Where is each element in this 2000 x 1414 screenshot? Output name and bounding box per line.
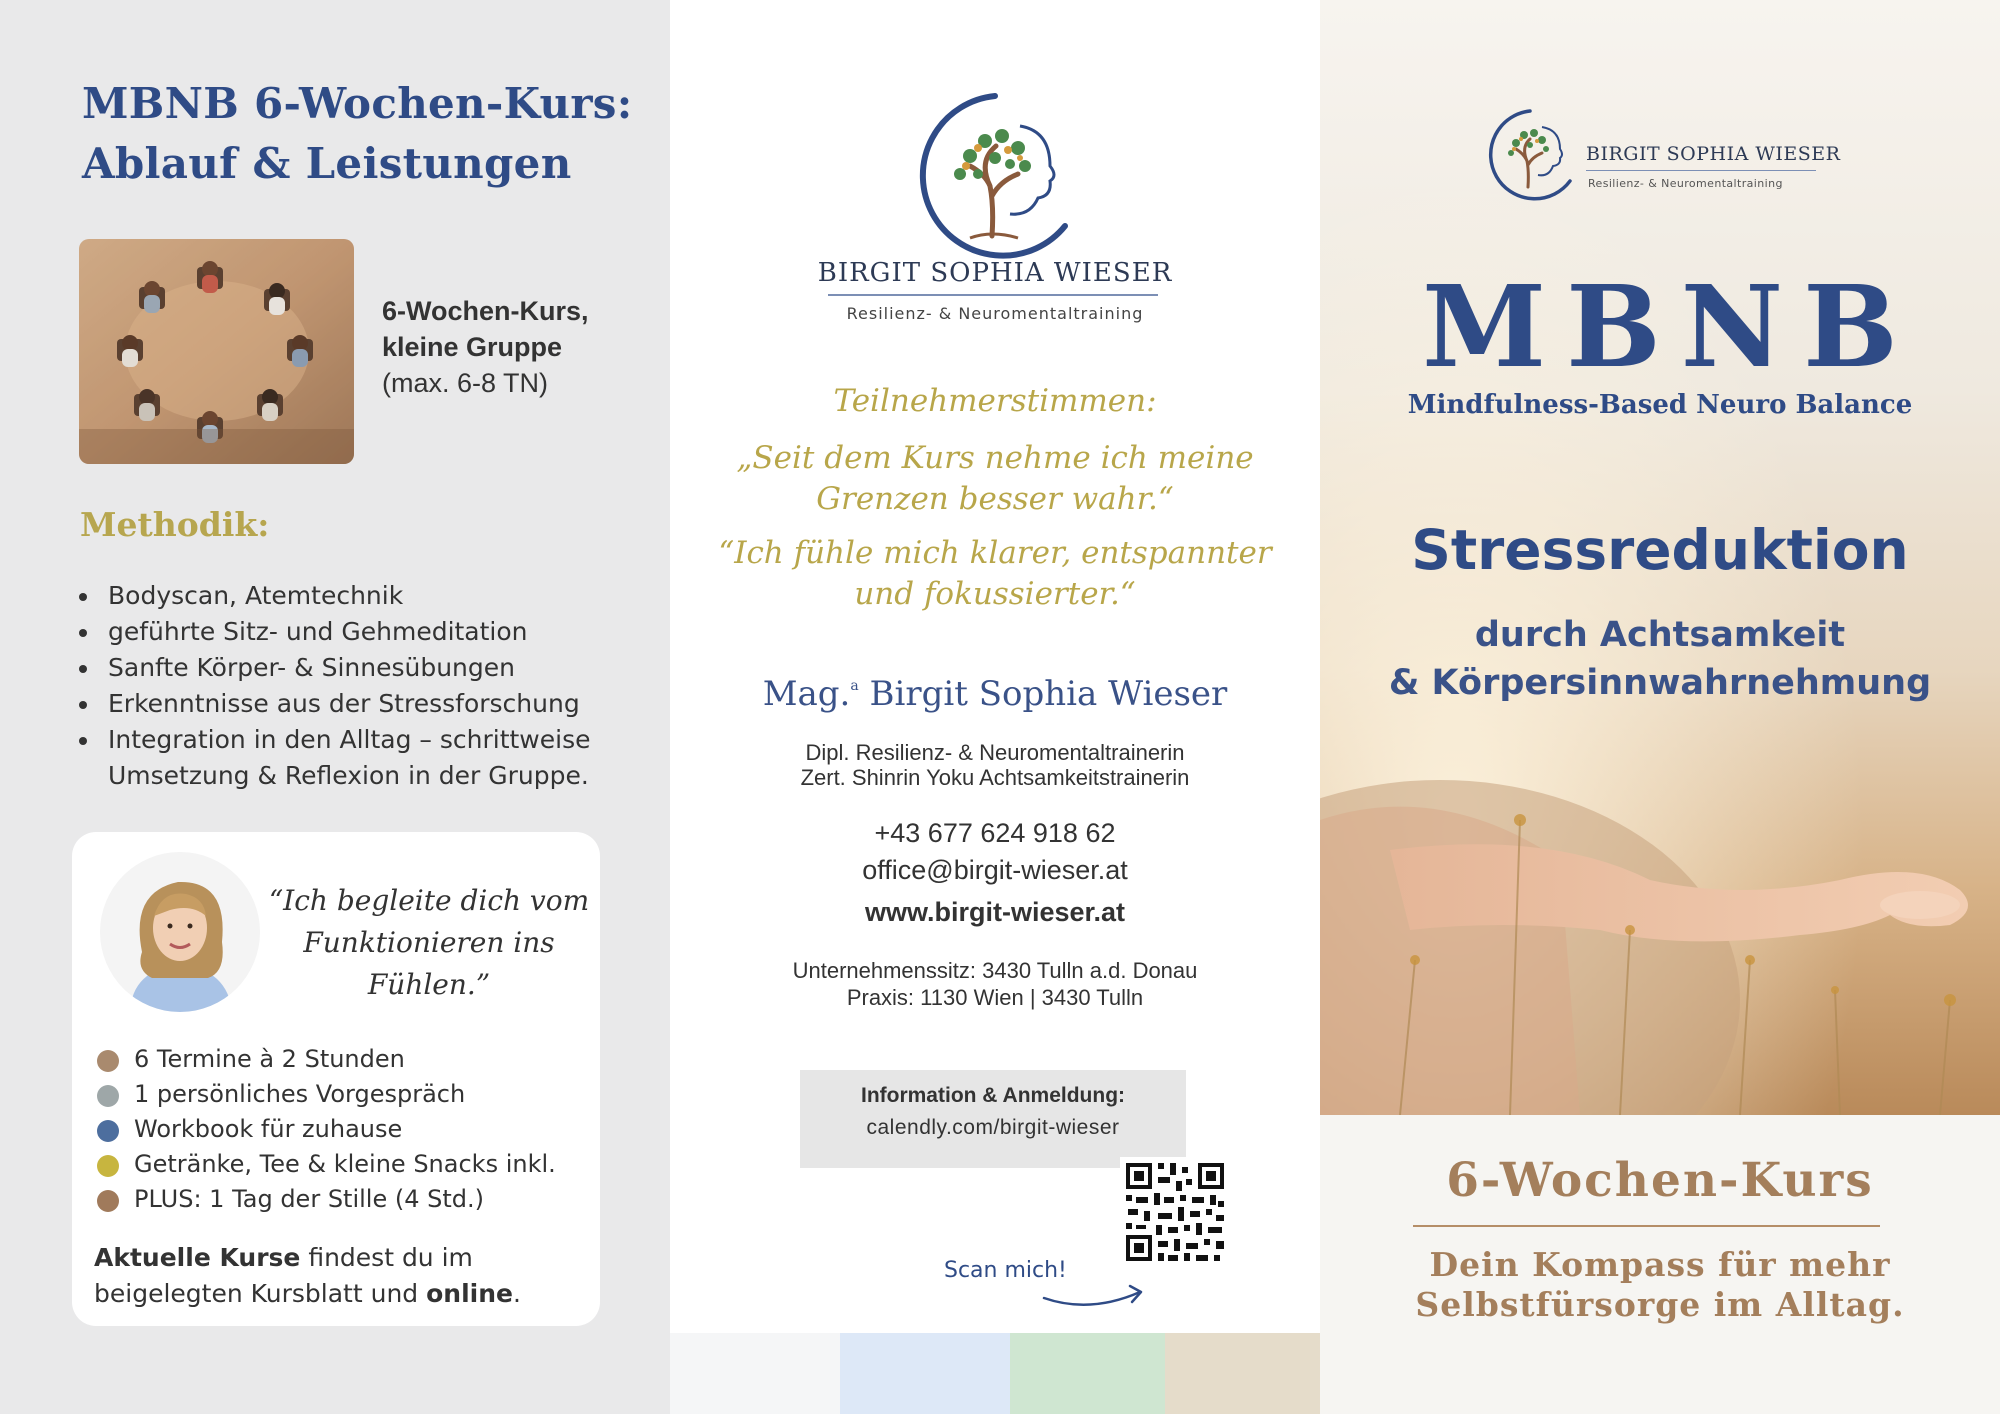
service-label: Workbook für zuhause (134, 1115, 403, 1143)
registration-box (800, 1070, 1186, 1168)
scan-prompt: Scan mich! (944, 1258, 1067, 1283)
contact-email[interactable]: office@birgit-wieser.at (862, 855, 1128, 885)
trainer-quote: “Ich begleite dich vom Funktionieren ins Fühlen.” (268, 884, 590, 1001)
note-text: findest du im beigelegten Kursblatt und (94, 1243, 473, 1308)
group-caption-line-2: kleine Gruppe (382, 332, 563, 362)
group-caption-line-3: (max. 6-8 TN) (382, 368, 549, 398)
service-item (94, 1077, 594, 1112)
tree-head-logo-icon (1480, 107, 1580, 207)
title-line-2: Ablauf & Leistungen (82, 139, 572, 188)
contact-title: Dipl. Resilienz- & Neuromentaltrainerin (805, 740, 1185, 765)
brand-divider (828, 294, 1158, 296)
middle-panel (670, 0, 1320, 1414)
brand-tagline: Resilienz- & Neuromentaltraining (846, 304, 1144, 323)
registration-heading: Information & Anmeldung: (860, 1084, 1126, 1107)
bullet-dot-icon (97, 1085, 119, 1107)
contact-title: Zert. Shinrin Yoku Achtsamkeitstrainerin (800, 765, 1190, 790)
color-swatch (840, 1333, 1010, 1414)
service-item (94, 1147, 594, 1182)
course-title: 6-Wochen-Kurs (1446, 1153, 1874, 1208)
brand-name: BIRGIT SOPHIA WIESER (1586, 143, 1841, 165)
contact-phone[interactable]: +43 677 624 918 62 (874, 818, 1116, 848)
bullet-dot-icon (97, 1120, 119, 1142)
trainer-portrait (100, 852, 260, 1012)
right-panel (1320, 0, 2000, 1414)
stress-reduction-title: Stressreduktion (1411, 518, 1909, 582)
info-card (72, 832, 600, 1326)
service-item (94, 1112, 594, 1147)
page-title (82, 74, 642, 194)
group-caption (382, 293, 652, 401)
methodik-item: Sanfte Körper- & Sinnesübungen (76, 650, 656, 686)
contact-website-link[interactable]: www.birgit-wieser.at (864, 897, 1126, 927)
service-label: 6 Termine à 2 Stunden (134, 1045, 405, 1073)
mbnb-title: MBNB (1422, 262, 1918, 393)
note-online: online (426, 1279, 513, 1308)
name-prefix: Mag. (762, 674, 851, 714)
contact-name (670, 674, 1320, 714)
group-meditation-photo (79, 239, 354, 464)
stress-subtitle-line-2: & Körpersinnwahrnehmung (1388, 663, 1932, 703)
curved-arrow-icon (1040, 1276, 1150, 1316)
tagline-line-1: Dein Kompass für mehr (1429, 1245, 1891, 1284)
course-divider (1413, 1225, 1880, 1227)
name-superscript: a (850, 678, 859, 694)
registration-link[interactable]: calendly.com/birgit-wieser (866, 1116, 1120, 1139)
included-services-list (94, 1042, 594, 1217)
methodik-item: Bodyscan, Atemtechnik (76, 578, 656, 614)
left-panel (0, 0, 670, 1414)
practice-locations: Praxis: 1130 Wien | 3430 Tulln (846, 985, 1144, 1010)
company-seat: Unternehmenssitz: 3430 Tulln a.d. Donau (792, 958, 1198, 983)
service-label: PLUS: 1 Tag der Stille (4 Std.) (134, 1185, 484, 1213)
bullet-dot-icon (97, 1190, 119, 1212)
note-bold: Aktuelle Kurse (94, 1243, 301, 1272)
brand-divider (1586, 170, 1816, 171)
methodik-item: Erkenntnisse aus der Stressforschung (76, 686, 656, 722)
bullet-dot-icon (97, 1050, 119, 1072)
bullet-dot-icon (97, 1155, 119, 1177)
name-text: Birgit Sophia Wieser (858, 674, 1228, 714)
service-label: 1 persönliches Vorgespräch (134, 1080, 466, 1108)
methodik-list (76, 578, 656, 794)
service-item (94, 1042, 594, 1077)
note-end: . (512, 1279, 521, 1308)
color-swatch (670, 1333, 840, 1414)
testimonial-quote: “Ich fühle mich klarer, entspannter und fokussierter.“ (718, 535, 1272, 612)
testimonial-quote: „Seit dem Kurs nehme ich meine Grenzen besser wahr.“ (736, 440, 1254, 517)
color-swatch (1165, 1333, 1320, 1414)
tagline-line-2: Selbstfürsorge im Alltag. (1415, 1285, 1905, 1324)
title-line-1: MBNB 6-Wochen-Kurs: (82, 79, 633, 128)
stress-subtitle-line-1: durch Achtsamkeit (1474, 615, 1846, 655)
brand-tagline: Resilienz- & Neuromentaltraining (1588, 177, 1783, 190)
qr-code-icon[interactable] (1120, 1157, 1230, 1267)
methodik-item: Integration in den Alltag – schrittweise Umsetzung & Reflexion in der Gruppe. (76, 722, 656, 794)
mbnb-subtitle: Mindfulness-Based Neuro Balance (1407, 390, 1913, 420)
brand-name: BIRGIT SOPHIA WIESER (817, 258, 1173, 288)
methodik-item: geführte Sitz- und Gehmeditation (76, 614, 656, 650)
tree-head-logo-icon (900, 86, 1090, 276)
service-label: Getränke, Tee & kleine Snacks inkl. (134, 1150, 556, 1178)
group-caption-line-1: 6-Wochen-Kurs, (382, 296, 589, 326)
current-courses-note (94, 1240, 584, 1312)
service-item (94, 1182, 594, 1217)
testimonials-heading: Teilnehmerstimmen: (833, 383, 1157, 419)
course-tagline (1320, 1245, 2000, 1325)
color-swatch (1010, 1333, 1165, 1414)
course-footer (1320, 1115, 2000, 1414)
methodik-heading: Methodik: (80, 505, 270, 544)
